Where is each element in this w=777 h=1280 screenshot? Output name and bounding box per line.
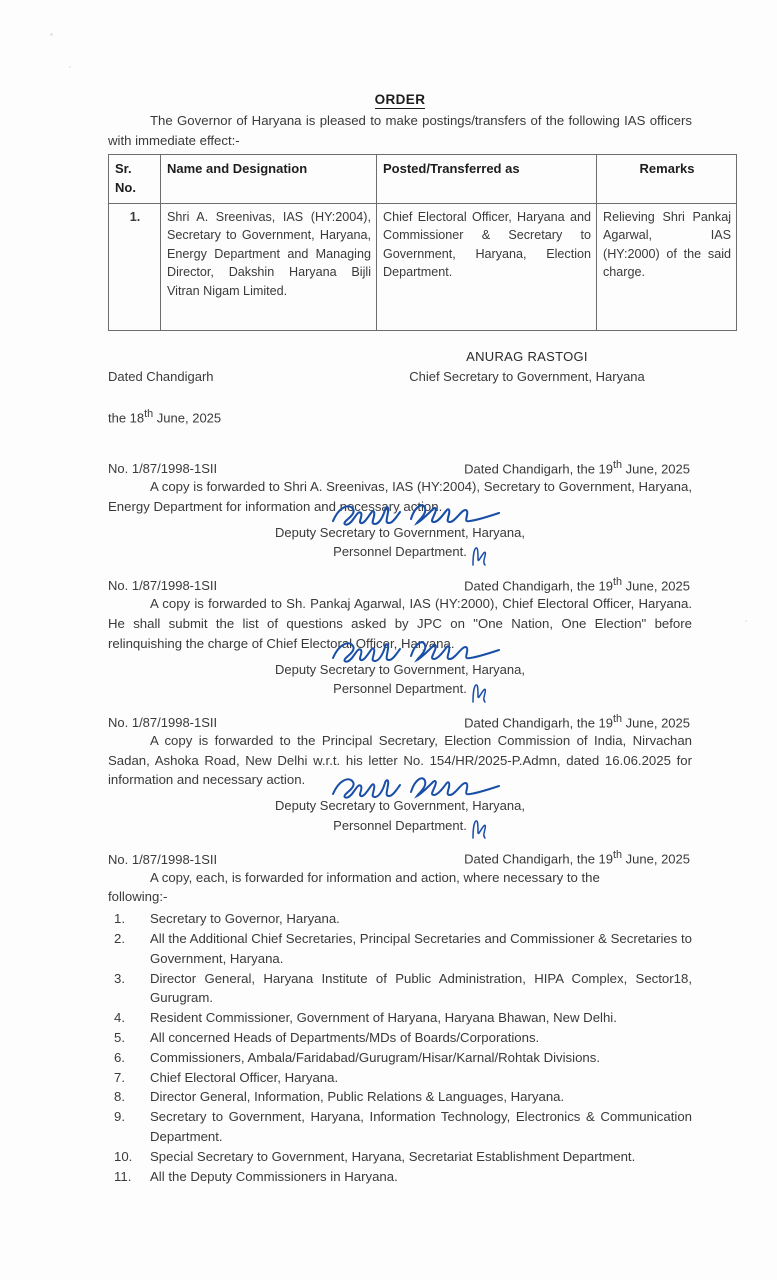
final-endorsement-body: A copy, each, is forwarded for information and action, where necessary to the <box>150 869 600 885</box>
order-title-text: ORDER <box>374 92 426 107</box>
list-item-text: Director General, Information, Public Relations & Languages, Haryana. <box>150 1089 565 1105</box>
order-date-block <box>108 347 221 447</box>
scan-speck <box>69 66 71 68</box>
primary-signatory-block <box>108 347 692 447</box>
cell-sr-no: 1. <box>109 204 161 331</box>
endorsement-1-memo-no: No. 1/87/1998-1SII <box>108 461 218 477</box>
list-item-text: All the Additional Chief Secretaries, Principal Secretaries and Commissioner & Secretaries to Government, Haryana. <box>150 930 692 966</box>
table-header-row <box>109 155 737 204</box>
endorsement-2-memo-date: Dated Chandigarh, the 19th June, 2025 <box>464 575 690 594</box>
list-item-text: Director General, Haryana Institute of Public Administration, HIPA Complex, Sector18, Gurugram. <box>150 970 692 1006</box>
table-row <box>109 204 737 331</box>
list-item-number: 8. <box>114 1089 125 1105</box>
list-item <box>108 969 692 1009</box>
document-body <box>108 92 731 1186</box>
list-item-number: 4. <box>114 1010 125 1026</box>
final-endorsement-memo-no: No. 1/87/1998-1SII <box>108 851 218 867</box>
final-endorsement <box>108 849 692 1186</box>
list-item <box>108 1087 692 1107</box>
signatory-details <box>362 347 692 386</box>
list-item-number: 5. <box>114 1029 125 1045</box>
list-item <box>108 1028 692 1048</box>
column-header-name-designation: Name and Designation <box>161 155 377 204</box>
list-item <box>108 1068 692 1088</box>
column-header-posted-transferred: Posted/Transferred as <box>377 155 597 204</box>
list-item <box>108 929 692 969</box>
endorsement-1-sign-line2: Personnel Department. <box>333 544 467 560</box>
endorsement-3-memo-date: Dated Chandigarh, the 19th June, 2025 <box>464 712 690 730</box>
final-endorsement-body-tail: following:- <box>108 889 168 905</box>
endorsement-1 <box>108 459 692 562</box>
endorsement-3-signature <box>108 796 692 835</box>
list-item-text: Secretary to Government, Haryana, Information Technology, Electronics & Communication Department. <box>150 1109 692 1144</box>
list-item-text: All the Deputy Commissioners in Haryana. <box>150 1168 398 1184</box>
intro-paragraph: The Governor of Haryana is pleased to make postings/transfers of the following IAS officers with immediate effect:- <box>108 113 692 149</box>
list-item-number: 11. <box>114 1168 132 1184</box>
list-item <box>108 909 692 929</box>
list-item-text: Special Secretary to Government, Haryana, Secretariat Establishment Department. <box>150 1148 636 1164</box>
endorsement-3-body: A copy is forwarded to the Principal Secretary, Election Commission of India, Nirvachan Sadan, Ashoka Road, New Delhi w.r.t. his letter No. 154/HR/2025-P.Admn, dated 16.06.2025 for information and necessary action. <box>108 732 692 788</box>
list-item-text: Chief Electoral Officer, Haryana. <box>150 1069 339 1085</box>
order-date-place: Dated Chandigarh <box>108 368 214 384</box>
list-item <box>108 1167 692 1187</box>
endorsement-2 <box>108 576 692 699</box>
list-item-text: Resident Commissioner, Government of Haryana, Haryana Bhawan, New Delhi. <box>150 1010 617 1026</box>
endorsement-2-memo-no: No. 1/87/1998-1SII <box>108 578 218 594</box>
endorsement-2-body: A copy is forwarded to Sh. Pankaj Agarwal, IAS (HY:2000), Chief Electoral Officer, Haryana. He shall submit the list of questions asked by JPC on "One Nation, One Election" before relinquishing the charge of Chief Electoral Officer, Haryana. <box>108 596 692 651</box>
distribution-list <box>108 909 692 1186</box>
list-item-text: All concerned Heads of Departments/MDs of Boards/Corporations. <box>150 1029 540 1045</box>
order-date-line: the 18th June, 2025 <box>108 407 222 425</box>
list-item-number: 1. <box>114 911 125 927</box>
list-item <box>108 1048 692 1068</box>
list-item-text: Secretary to Governor, Haryana. <box>150 911 340 927</box>
endorsement-1-body: A copy is forwarded to Shri A. Sreenivas, IAS (HY:2004), Secretary to Government, Haryana, Energy Department for information and necessary action. <box>108 479 692 515</box>
list-item <box>108 1147 692 1167</box>
endorsement-1-signature <box>108 523 692 562</box>
signatory-name: ANURAG RASTOGI <box>466 349 588 365</box>
endorsement-3-sign-line2: Personnel Department. <box>333 817 467 833</box>
initial-mark-icon <box>469 818 489 840</box>
initial-mark-icon <box>469 545 489 567</box>
cell-name-designation: Shri A. Sreenivas, IAS (HY:2004), Secretary to Government, Haryana, Energy Department and Managing Director, Dakshin Haryana Bijli Vitran Nigam Limited. <box>161 204 377 331</box>
list-item-number: 10. <box>114 1148 133 1164</box>
scan-speck <box>745 620 747 622</box>
endorsement-3 <box>108 713 692 836</box>
list-item <box>108 1107 692 1147</box>
signatory-designation: Chief Secretary to Government, Haryana <box>409 368 645 384</box>
list-item-number: 3. <box>114 970 125 986</box>
endorsement-1-sign-line1: Deputy Secretary to Government, Haryana, <box>274 524 525 540</box>
scan-speck <box>50 33 53 36</box>
list-item-number: 2. <box>114 930 125 946</box>
endorsement-1-memo-date: Dated Chandigarh, the 19th June, 2025 <box>464 458 690 477</box>
page-title <box>108 92 692 107</box>
order-table <box>108 154 737 331</box>
endorsement-2-signature <box>108 660 692 699</box>
list-item-number: 7. <box>114 1069 125 1085</box>
endorsement-2-sign-line2: Personnel Department. <box>333 681 467 697</box>
column-header-sr-no: Sr. No. <box>109 155 161 204</box>
endorsement-3-memo-no: No. 1/87/1998-1SII <box>108 714 218 730</box>
initial-mark-icon <box>469 682 489 704</box>
list-item <box>108 1008 692 1028</box>
cell-remarks: Relieving Shri Pankaj Agarwal, IAS (HY:2000) of the said charge. <box>597 204 737 331</box>
endorsement-3-sign-line1: Deputy Secretary to Government, Haryana, <box>274 798 525 814</box>
list-item-number: 9. <box>114 1109 125 1125</box>
final-endorsement-memo-date: Dated Chandigarh, the 19th June, 2025 <box>464 849 690 867</box>
cell-posted-transferred: Chief Electoral Officer, Haryana and Commissioner & Secretary to Government, Haryana, Election Department. <box>377 204 597 331</box>
column-header-remarks: Remarks <box>597 155 737 204</box>
endorsement-2-sign-line1: Deputy Secretary to Government, Haryana, <box>274 661 525 677</box>
list-item-number: 6. <box>114 1049 125 1065</box>
list-item-text: Commissioners, Ambala/Faridabad/Gurugram/Hisar/Karnal/Rohtak Divisions. <box>150 1049 601 1065</box>
